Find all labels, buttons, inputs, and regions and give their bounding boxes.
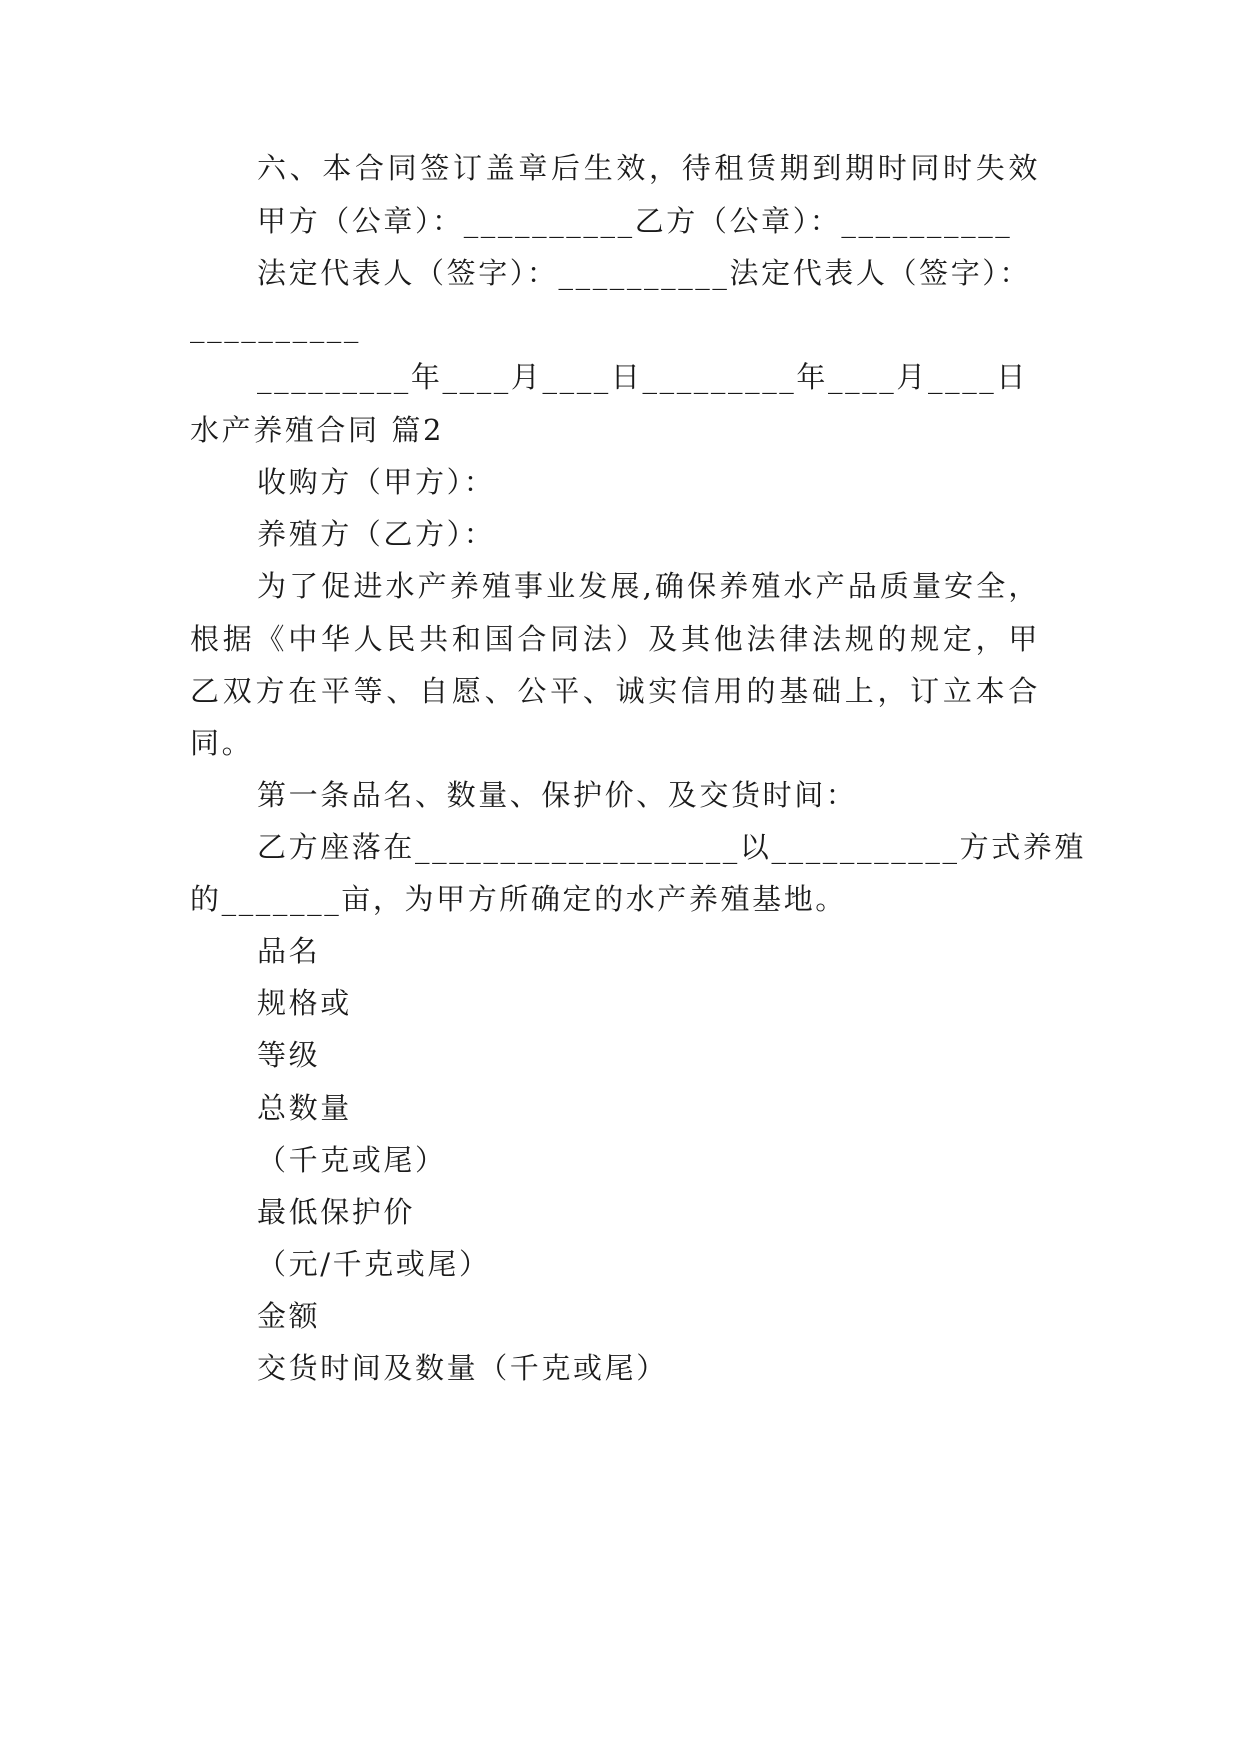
preamble-line-2: 根据《中华人民共和国合同法）及其他法律法规的规定，甲 — [190, 622, 1040, 656]
breeder-party-b: 养殖方（乙方）： — [257, 517, 496, 551]
table-header-grade: 等级 — [257, 1038, 321, 1072]
preamble-line-3: 乙双方在平等、自愿、公平、诚实信用的基础上，订立本合 — [190, 674, 1040, 708]
table-header-total-quantity: 总数量 — [257, 1091, 352, 1125]
preamble-line-1: 为了促进水产养殖事业发展,确保养殖水产品质量安全， — [257, 569, 1040, 603]
table-header-spec: 规格或 — [257, 986, 352, 1020]
table-header-delivery: 交货时间及数量（千克或尾） — [257, 1351, 668, 1385]
table-header-price-unit: （元/千克或尾） — [257, 1247, 491, 1281]
article-one-heading: 第一条品名、数量、保护价、及交货时间： — [257, 778, 858, 812]
table-header-amount: 金额 — [257, 1299, 321, 1333]
table-header-product-name: 品名 — [257, 934, 321, 968]
legal-representative-sign-line: 法定代表人（签字）：__________法定代表人（签字）： — [257, 256, 1032, 290]
clause-six-effective: 六、本合同签订盖章后生效，待租赁期到期时同时失效 — [257, 151, 1040, 185]
article-one-location-line: 乙方座落在___________________以___________方式养殖 — [257, 830, 1087, 864]
preamble-line-4: 同。 — [190, 726, 254, 760]
date-line: _________年____月____日_________年____月____日 — [257, 360, 1028, 394]
table-header-min-price: 最低保护价 — [257, 1195, 416, 1229]
table-header-quantity-unit: （千克或尾） — [257, 1143, 447, 1177]
buyer-party-a: 收购方（甲方）： — [257, 465, 496, 499]
party-a-b-seal-line: 甲方（公章）：__________乙方（公章）：__________ — [257, 204, 1013, 238]
section-title: 水产养殖合同 篇2 — [190, 413, 445, 447]
signature-blank: __________ — [190, 309, 361, 343]
article-one-area-line: 的_______亩，为甲方所确定的水产养殖基地。 — [190, 882, 847, 916]
